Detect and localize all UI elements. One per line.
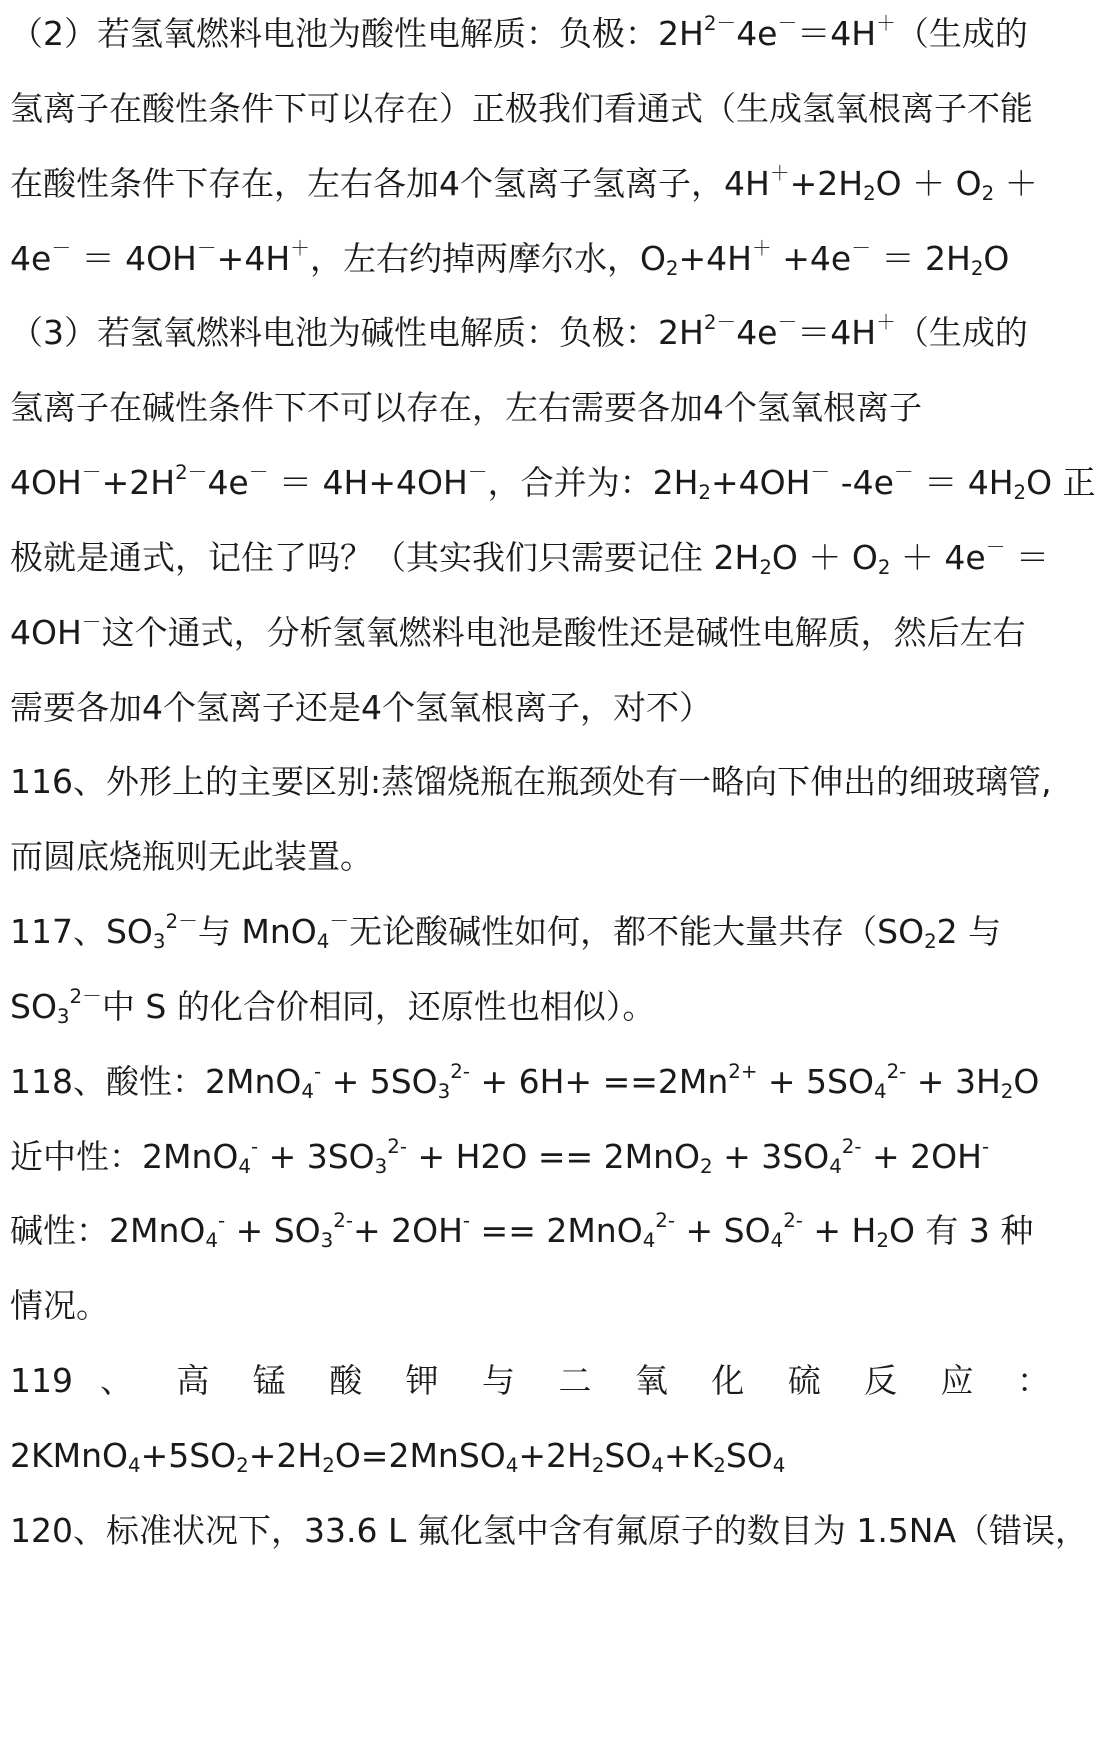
text-run: ＝4H	[797, 313, 877, 352]
subscript: 2	[863, 181, 876, 205]
text-run: O 正	[1026, 463, 1096, 502]
subscript: 3	[374, 1154, 388, 1178]
subscript: 2	[759, 555, 772, 579]
text-run: +2H	[518, 1436, 592, 1475]
superscript: 2-	[450, 1060, 470, 1084]
subscript: 2	[876, 1228, 889, 1252]
subscript: 2	[713, 1453, 726, 1477]
subscript: 4	[772, 1453, 786, 1477]
text-line	[10, 591, 1050, 675]
text-run: + 3H	[906, 1062, 1001, 1101]
text-run: O 有 3 种	[888, 1211, 1034, 1250]
text-run: +4OH	[710, 463, 811, 502]
text-run: + SO	[675, 1211, 771, 1250]
text-run: 2KMnO	[10, 1436, 128, 1475]
text-run: +4e	[771, 239, 852, 278]
subscript: 4	[238, 1154, 251, 1178]
text-line	[10, 890, 1050, 974]
text-run: ＝ 4H	[913, 463, 1014, 502]
text-run: 120、标准状况下，33.6 L 氟化氢中含有氟原子的数目为 1.5NA（错误，	[10, 1511, 1089, 1550]
text-run: ，左右约掉两摩尔水，O	[309, 239, 666, 278]
text-run: ＝4H	[797, 14, 877, 53]
subscript: 2	[700, 1154, 713, 1178]
superscript: 2－	[165, 910, 198, 934]
superscript: －	[196, 237, 217, 261]
superscript: －	[329, 910, 350, 934]
superscript: 2+	[728, 1060, 758, 1084]
text-run: ＝ 4H+4OH	[268, 463, 468, 502]
subscript: 4	[873, 1079, 887, 1103]
subscript: 3	[437, 1079, 451, 1103]
text-run: + 5SO	[757, 1062, 874, 1101]
text-line	[10, 67, 1050, 151]
text-line	[10, 291, 1050, 375]
text-run: O	[983, 239, 1010, 278]
superscript: －	[248, 461, 269, 485]
subscript: 2	[970, 256, 984, 280]
text-line	[10, 740, 1050, 824]
text-line	[10, 516, 1050, 600]
text-line	[10, 965, 1050, 1049]
superscript: －	[893, 461, 914, 485]
text-run: 116、外形上的主要区别:蒸馏烧瓶在瓶颈处有一略向下伸出的细玻璃管,	[10, 762, 1052, 801]
superscript: －	[81, 461, 102, 485]
superscript: -	[981, 1135, 990, 1159]
text-run: 4e	[736, 14, 778, 53]
text-run: +K	[663, 1436, 714, 1475]
text-line	[10, 1040, 1050, 1124]
superscript: －	[851, 237, 872, 261]
text-run: 4e	[10, 239, 52, 278]
text-run: + 3SO	[258, 1137, 375, 1176]
text-run: + 2OH	[861, 1137, 982, 1176]
superscript: 2-	[333, 1209, 353, 1233]
subscript: 2	[924, 929, 937, 953]
superscript: ＋	[876, 311, 896, 335]
text-line	[10, 1264, 1050, 1348]
text-run: 情况。	[10, 1286, 109, 1325]
text-run: +5SO	[140, 1436, 237, 1475]
text-run: 无论酸碱性如何，都不能大量共存（SO	[349, 912, 925, 951]
text-run: + 2OH	[352, 1211, 463, 1250]
subscript: 4	[642, 1228, 656, 1252]
superscript: ＋	[290, 237, 310, 261]
subscript: 2	[1000, 1079, 1014, 1103]
text-run: O	[1013, 1062, 1040, 1101]
superscript: 2-	[387, 1135, 407, 1159]
text-run: +2H	[248, 1436, 323, 1475]
subscript: 4	[829, 1154, 842, 1178]
text-run: +2H	[101, 463, 176, 502]
text-run: （生成的	[895, 14, 1028, 53]
text-line	[10, 1115, 1050, 1199]
text-run: +4H	[216, 239, 291, 278]
subscript: 4	[505, 1453, 519, 1477]
text-run: 与 MnO	[197, 912, 317, 951]
text-run: + H	[802, 1211, 877, 1250]
superscript: 2－	[703, 311, 737, 335]
text-run: SO	[10, 987, 57, 1026]
text-run: O=2MnSO	[334, 1436, 506, 1475]
superscript: －	[810, 461, 831, 485]
superscript: －	[985, 536, 1006, 560]
text-run: + H2O == 2MnO	[406, 1137, 701, 1176]
superscript: -	[313, 1060, 322, 1084]
text-run: 中 S 的化合价相同，还原性也相似）。	[101, 987, 656, 1026]
text-run: + SO	[225, 1211, 321, 1250]
subscript: 4	[651, 1453, 664, 1477]
superscript: 2－	[69, 985, 102, 1009]
subscript: 4	[770, 1228, 784, 1252]
text-run: 碱性：2MnO	[10, 1211, 206, 1250]
text-line	[10, 441, 1096, 525]
text-run: 而圆底烧瓶则无此装置。	[10, 837, 373, 876]
text-run: 这个通式，分析氢氧燃料电池是酸性还是碱性电解质，然后左右	[101, 613, 1026, 652]
text-run: 氢离子在碱性条件下不可以存在，左右需要各加4个氢氧根离子	[10, 388, 922, 427]
text-run: 4OH	[10, 463, 82, 502]
text-run: ＝	[1005, 538, 1050, 577]
text-line	[10, 1414, 1050, 1498]
text-run: ＋ 4e	[890, 538, 986, 577]
superscript: －	[777, 12, 798, 36]
text-run: 4e	[207, 463, 249, 502]
subscript: 4	[316, 929, 330, 953]
text-run: 在酸性条件下存在，左右各加4个氢离子氢离子，4H	[10, 164, 770, 203]
text-run: 117、SO	[10, 912, 153, 951]
text-run: 4OH	[10, 613, 82, 652]
subscript: 3	[152, 929, 166, 953]
subscript: 2	[322, 1453, 335, 1477]
text-run: SO	[604, 1436, 652, 1475]
text-run: 119 、 高 锰 酸 钾 与 二 氧 化 硫 反 应 ：	[10, 1361, 1050, 1400]
text-run: ＝ 2H	[871, 239, 971, 278]
text-run: +4H	[678, 239, 752, 278]
text-run: 2 与	[936, 912, 1002, 951]
text-run: 需要各加4个氢离子还是4个氢氧根离子，对不）	[10, 688, 712, 727]
text-line	[10, 217, 1050, 301]
text-run: SO	[725, 1436, 773, 1475]
text-run: （3）若氢氧燃料电池为碱性电解质：负极：2H	[10, 313, 704, 352]
subscript: 2	[981, 181, 995, 205]
superscript: -	[250, 1135, 259, 1159]
superscript: －	[467, 461, 488, 485]
text-run: + 6H+ ==2Mn	[469, 1062, 729, 1101]
superscript: 2-	[783, 1209, 803, 1233]
text-line	[10, 815, 1050, 899]
text-line	[10, 666, 1050, 750]
text-run: 近中性：2MnO	[10, 1137, 239, 1176]
text-line	[10, 1339, 1050, 1423]
superscript: 2-	[655, 1209, 676, 1233]
text-run: ＋	[994, 164, 1038, 203]
superscript: -	[462, 1209, 471, 1233]
text-line	[10, 142, 1050, 226]
text-run: ，合并为：2H	[487, 463, 699, 502]
text-run: O ＋ O	[771, 538, 878, 577]
text-run: 118、酸性：2MnO	[10, 1062, 302, 1101]
text-run: （2）若氢氧燃料电池为酸性电解质：负极：2H	[10, 14, 704, 53]
text-run: （生成的	[895, 313, 1028, 352]
superscript: ＋	[876, 12, 896, 36]
superscript: ＋	[751, 237, 772, 261]
text-line	[10, 366, 1050, 450]
subscript: 2	[698, 480, 711, 504]
subscript: 2	[665, 256, 679, 280]
superscript: 2-	[886, 1060, 907, 1084]
superscript: 2-	[841, 1135, 862, 1159]
text-run: ＝ 4OH	[71, 239, 197, 278]
subscript: 2	[1013, 480, 1027, 504]
subscript: 4	[128, 1453, 141, 1477]
subscript: 4	[205, 1228, 218, 1252]
superscript: －	[81, 611, 102, 635]
superscript: －	[777, 311, 798, 335]
subscript: 2	[236, 1453, 249, 1477]
subscript: 2	[877, 555, 891, 579]
superscript: -	[217, 1209, 226, 1233]
subscript: 3	[56, 1004, 70, 1028]
text-run: +2H	[789, 164, 864, 203]
text-line	[10, 1189, 1050, 1273]
text-run: -4e	[830, 463, 894, 502]
text-run: == 2MnO	[470, 1211, 643, 1250]
superscript: 2－	[703, 12, 737, 36]
subscript: 3	[320, 1228, 334, 1252]
subscript: 4	[301, 1079, 314, 1103]
text-run: 极就是通式，记住了吗？（其实我们只需要记住 2H	[10, 538, 760, 577]
text-run: 4e	[736, 313, 778, 352]
text-run: + 3SO	[712, 1137, 830, 1176]
superscript: ＋	[769, 162, 790, 186]
subscript: 2	[591, 1453, 605, 1477]
superscript: 2－	[175, 461, 208, 485]
text-line	[10, 0, 1050, 76]
text-run: O ＋ O	[875, 164, 982, 203]
text-run: 氢离子在酸性条件下可以存在）正极我们看通式（生成氢氧根离子不能	[10, 89, 1033, 128]
text-line	[10, 1489, 1089, 1573]
text-run: + 5SO	[321, 1062, 438, 1101]
superscript: －	[51, 237, 72, 261]
